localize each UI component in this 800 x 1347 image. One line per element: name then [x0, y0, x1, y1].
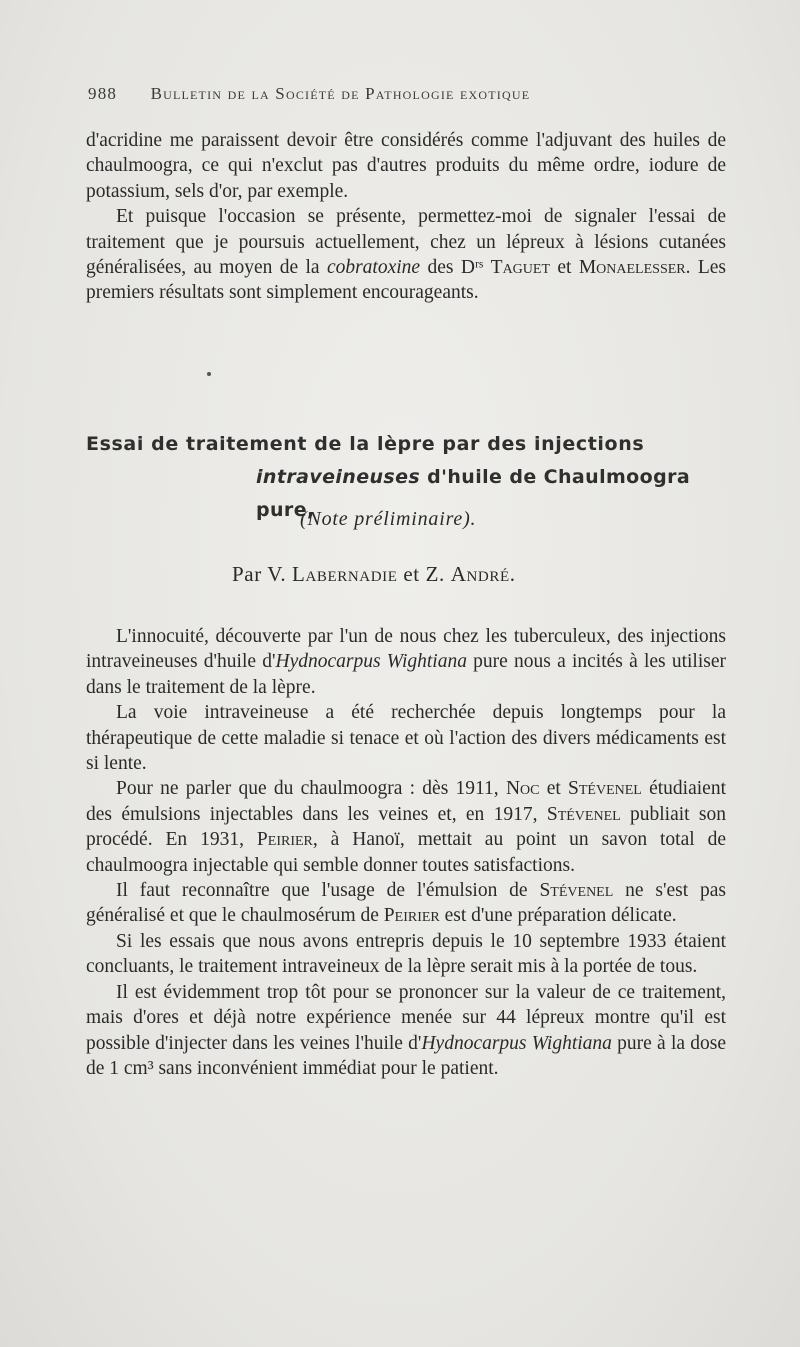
running-header: [88, 84, 728, 104]
paragraph: Si les essais que nous avons entrepris depuis le 10 septembre 1933 étaient concluants, le traitement intraveineux de la lèpre serait mis à la portée de tous.: [86, 930, 726, 978]
page-number: 988: [88, 84, 118, 103]
paragraph: Pour ne parler que du chaulmoogra : dès 1911, Noc et Stévenel étudiaient des émulsions injectables dans les veines et, en 1917, Stévenel publiait son procédé. En 1931, Peirier, à Hanoï, mettait au point un savon total de chaulmoogra injectable qui semble donner toutes satisfactions.: [86, 778, 726, 876]
paragraph: La voie intraveineuse a été recherchée depuis longtemps pour la thérapeutique de cette maladie si tenace et où l'action des divers médicaments est si lente.: [86, 702, 726, 775]
paragraph: L'innocuité, découverte par l'un de nous chez les tuberculeux, des injections intraveineuses d'huile d'Hydnocarpus Wightiana pure nous a incités à les utiliser dans le traitement de la lèpre.: [86, 626, 726, 698]
journal-title: Bulletin de la Société de Pathologie exotique: [150, 84, 531, 103]
author-name: André: [450, 562, 510, 586]
author-name: Stévenel: [568, 778, 642, 800]
species-name: Hydnocarpus Wightiana: [275, 651, 467, 673]
cobratoxine-term: cobratoxine: [326, 257, 421, 279]
article-title: Essai de traitement de la lèpre par des injections intraveineuses d'huile de Chaulmoogra pure,: [86, 433, 691, 521]
author-name: Peirier: [383, 905, 440, 927]
author-name: Monaelesser: [578, 257, 686, 279]
species-name: Hydnocarpus Wightiana: [421, 1032, 612, 1054]
article-authors: Par V. Labernadie et Z. André.: [232, 562, 516, 586]
paragraph: Il faut reconnaître que l'usage de l'émulsion de Stévenel ne s'est pas généralisé et que le chaulmosérum de Peirier est d'une préparation délicate.: [86, 880, 726, 927]
article-body: [86, 624, 726, 1081]
author-name: Stévenel: [539, 880, 614, 902]
print-speck: [207, 372, 211, 376]
paragraph: d'acridine me paraissent devoir être considérés comme l'adjuvant des huiles de chaulmoogra, ce qui n'exclut pas d'autres produits du même ordre, iodure de potassium, sels d'or, par exemple.: [86, 130, 726, 202]
author-name: Labernadie: [292, 562, 398, 586]
article-subtitle: (Note préliminaire).: [300, 508, 477, 530]
author-name: Stévenel: [546, 803, 621, 825]
previous-article-end: [86, 128, 726, 306]
paragraph: Il est évidemment trop tôt pour se prononcer sur la valeur de ce traitement, mais d'ores et déjà notre expérience menée sur 44 lépreux montre qu'il est possible d'injecter dans les veines l'huile d'Hydnocarpus Wightiana pure à la dose de 1 cm³ sans inconvénient immédiat pour le patient.: [86, 981, 726, 1079]
author-name: Peirier: [256, 829, 313, 851]
author-name: Noc: [505, 778, 540, 800]
author-name: Taguet: [490, 257, 551, 279]
paragraph: Et puisque l'occasion se présente, permettez-moi de signaler l'essai de traitement que je poursuis actuellement, chez un lépreux à lésions cutanées généralisées, au moyen de la cobratoxine des Dʳˢ Taguet et Monaelesser. Les premiers résultats sont simplement encourageants.: [86, 206, 727, 304]
